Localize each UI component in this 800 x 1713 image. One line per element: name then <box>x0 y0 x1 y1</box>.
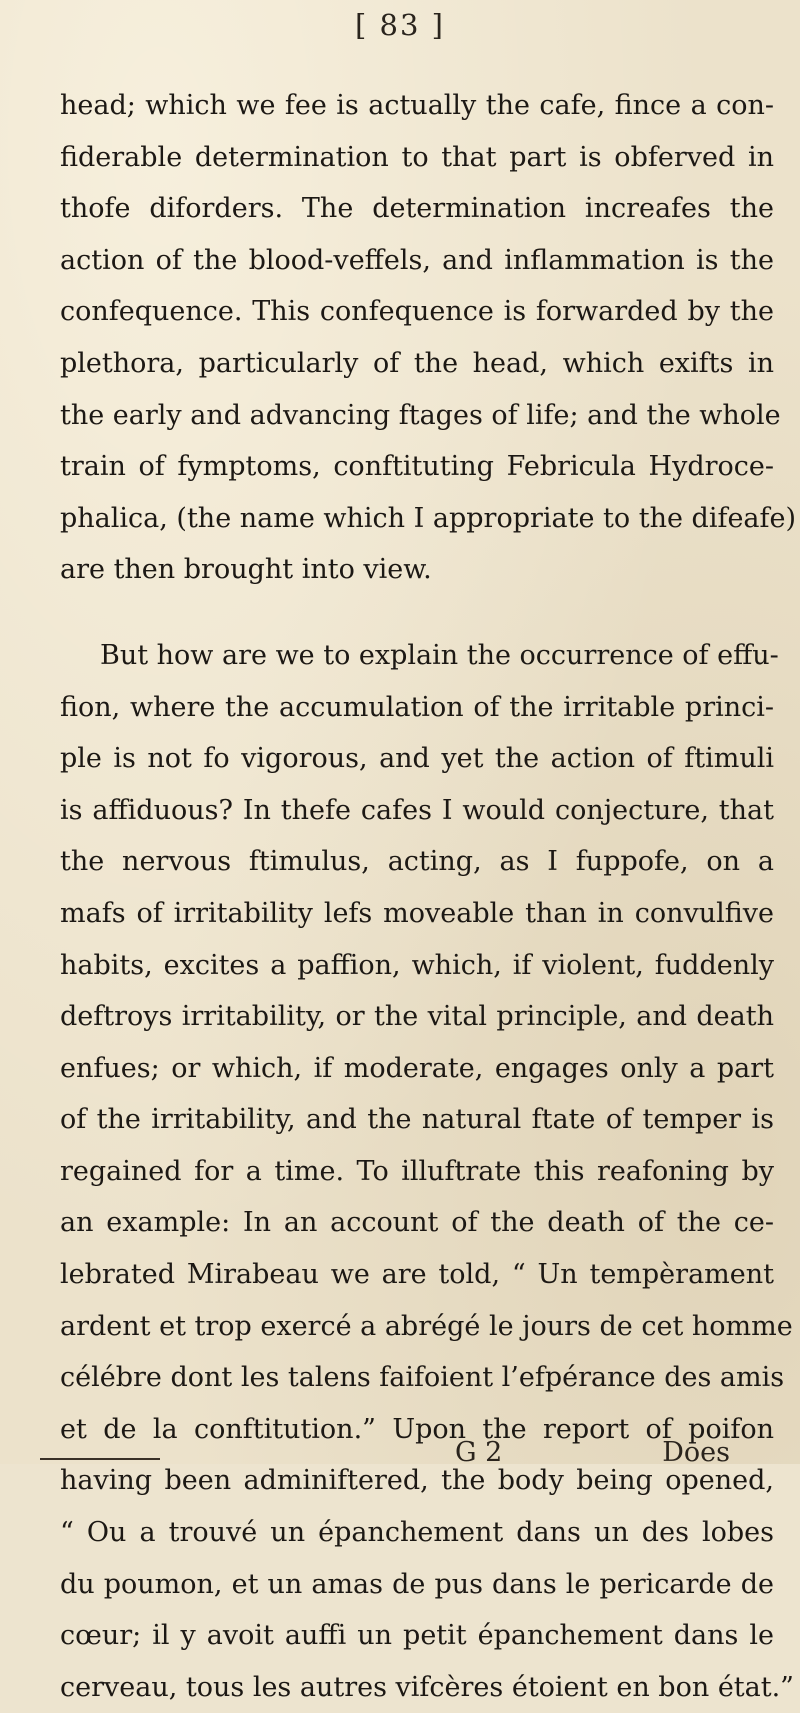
text-line: action of the blood-veffels, and inflammation is the <box>60 244 774 276</box>
bottom-rule <box>40 1458 160 1460</box>
text-line: the nervous ftimulus, acting, as I fuppofe, on a <box>60 846 774 878</box>
text-line: is affiduous? In thefe cafes I would conjecture, that <box>60 794 774 826</box>
text-line: phalica, (the name which I appropriate to the difeafe) <box>60 502 797 534</box>
text-line: mafs of irritability lefs moveable than in convulfive <box>60 897 774 929</box>
paragraph-2 <box>60 630 794 1713</box>
text-line: et de la conftitution.” Upon the report of poifon <box>60 1413 774 1445</box>
text-line: of the irritability, and the natural ftate of temper is <box>60 1104 774 1136</box>
text-line: “ Ou a trouvé un épanchement dans un des lobes <box>60 1517 774 1549</box>
body-text <box>60 80 797 1713</box>
paragraph-1 <box>60 80 797 596</box>
text-line: But how are we to explain the occurrence of effu- <box>100 639 779 671</box>
text-line: plethora, particularly of the head, which exifts in <box>60 347 774 379</box>
text-line: are then brought into view. <box>60 554 432 586</box>
text-line: habits, excites a paffion, which, if violent, fuddenly <box>60 949 774 981</box>
catchword: Does <box>662 1437 730 1464</box>
text-line: regained for a time. To illuftrate this reafoning by <box>60 1155 774 1187</box>
text-line: ardent et trop exercé a abrégé le jours de cet homme <box>60 1310 793 1342</box>
text-line: cerveau, tous les autres vifcères étoient en bon état.” <box>60 1671 794 1703</box>
text-line: ple is not fo vigorous, and yet the action of ftimuli <box>60 743 774 775</box>
text-line: thofe diforders. The determination increafes the <box>60 193 774 225</box>
text-line: lebrated Mirabeau we are told, “ Un tempèrament <box>60 1259 774 1291</box>
signature-mark: G 2 <box>455 1437 503 1464</box>
text-line: du poumon, et un amas de pus dans le pericarde de <box>60 1568 774 1600</box>
text-line: enfues; or which, if moderate, engages only a part <box>60 1052 774 1084</box>
text-line: deftroys irritability, or the vital principle, and death <box>60 1001 774 1033</box>
text-line: having been adminiftered, the body being opened, <box>60 1465 774 1497</box>
text-line: fiderable determination to that part is obferved in <box>60 141 774 173</box>
text-line: célébre dont les talens faifoient l’efpérance des amis <box>60 1362 785 1394</box>
paragraph-gap <box>60 596 774 630</box>
text-line: cœur; il y avoit auffi un petit épanchement dans le <box>60 1620 774 1652</box>
text-line: train of fymptoms, conftituting Febricula Hydroce- <box>60 451 774 483</box>
text-line: fion, where the accumulation of the irritable princi- <box>60 691 774 723</box>
text-line: the early and advancing ftages of life; and the whole <box>60 399 781 431</box>
page-number: [ 83 ] <box>355 8 445 42</box>
text-line: an example: In an account of the death of the ce- <box>60 1207 774 1239</box>
text-line: head; which we fee is actually the cafe, fince a con- <box>60 90 774 121</box>
text-line: confequence. This confequence is forwarded by the <box>60 296 774 328</box>
